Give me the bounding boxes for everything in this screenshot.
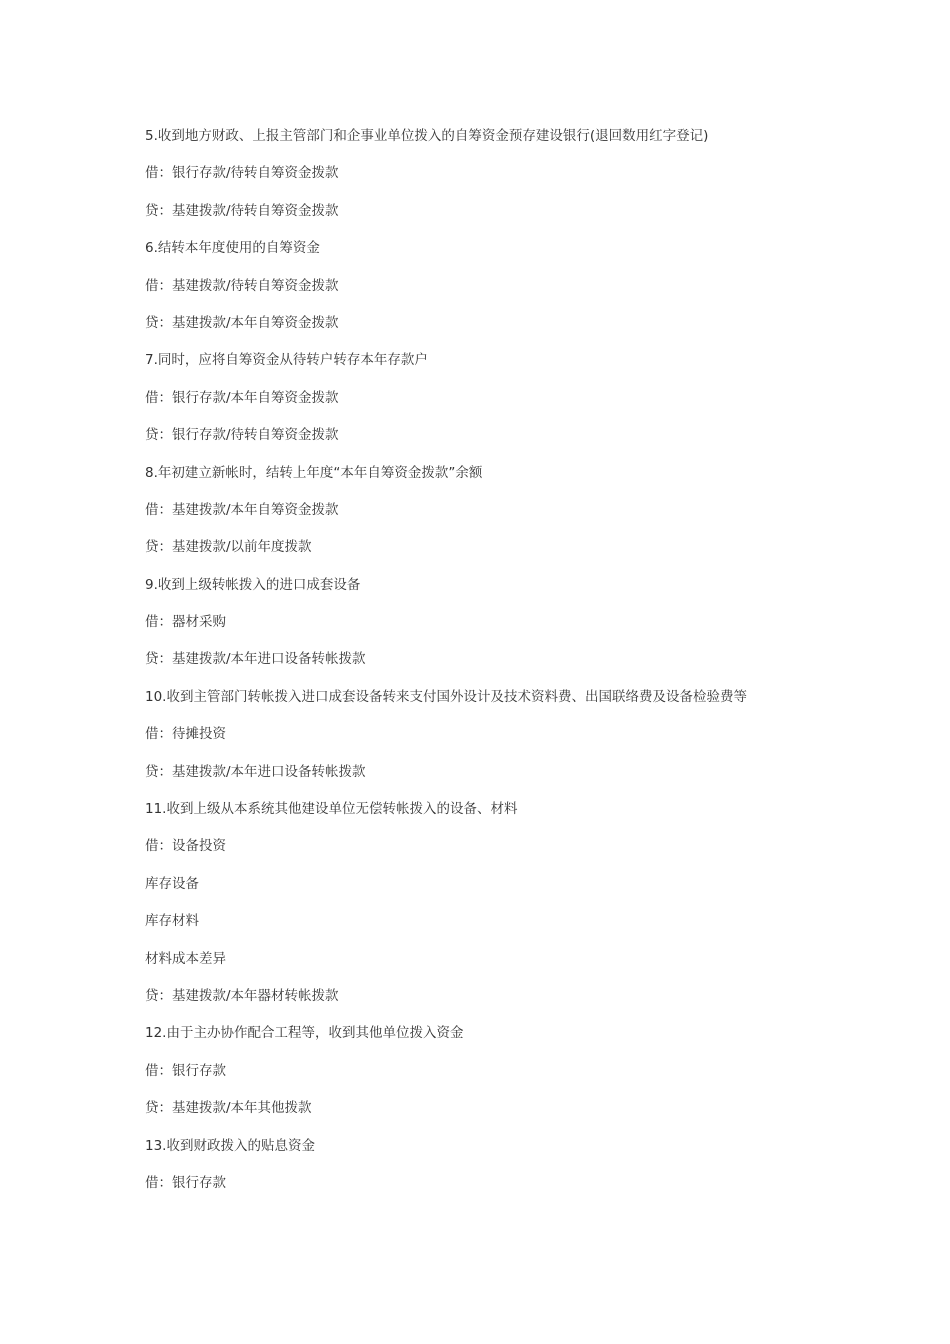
credit-line: 贷：基建拨款/本年其他拨款 (145, 1100, 312, 1117)
account-line: 库存材料 (145, 913, 199, 930)
debit-line: 借：设备投资 (145, 838, 226, 855)
debit-line: 借：银行存款/本年自筹资金拨款 (145, 389, 339, 406)
credit-line: 贷：基建拨款/本年器材转帐拨款 (145, 987, 339, 1004)
document-body (145, 123, 905, 1207)
debit-line: 借：器材采购 (145, 614, 226, 631)
paragraph-11-heading: 11.收到上级从本系统其他建设单位无偿转帐拨入的设备、材料 (145, 801, 518, 818)
paragraph-12-heading: 12.由于主办协作配合工程等，收到其他单位拨入资金 (145, 1025, 464, 1042)
debit-line: 借：待摊投资 (145, 726, 226, 743)
credit-line: 贷：基建拨款/本年进口设备转帐拨款 (145, 651, 366, 668)
account-line: 材料成本差异 (145, 950, 226, 967)
paragraph-9-heading: 9.收到上级转帐拨入的进口成套设备 (145, 576, 361, 593)
account-line: 库存设备 (145, 875, 199, 892)
paragraph-10-heading: 10.收到主管部门转帐拨入进口成套设备转来支付国外设计及技术资料费、出国联络费及设备检验费等 (145, 688, 747, 705)
credit-line: 贷：基建拨款/本年自筹资金拨款 (145, 314, 339, 331)
credit-line: 贷：基建拨款/以前年度拨款 (145, 539, 312, 556)
paragraph-13-heading: 13.收到财政拨入的贴息资金 (145, 1137, 315, 1154)
paragraph-7-heading: 7.同时，应将自筹资金从待转户转存本年存款户 (145, 352, 428, 369)
credit-line: 贷：银行存款/待转自筹资金拨款 (145, 427, 339, 444)
paragraph-6-heading: 6.结转本年度使用的自筹资金 (145, 240, 320, 257)
debit-line: 借：银行存款/待转自筹资金拨款 (145, 165, 339, 182)
debit-line: 借：基建拨款/本年自筹资金拨款 (145, 501, 339, 518)
debit-line: 借：基建拨款/待转自筹资金拨款 (145, 277, 339, 294)
debit-line: 借：银行存款 (145, 1174, 226, 1191)
paragraph-5-heading: 5.收到地方财政、上报主管部门和企事业单位拨入的自筹资金预存建设银行(退回数用红字登记) (145, 128, 709, 144)
credit-line: 贷：基建拨款/本年进口设备转帐拨款 (145, 763, 366, 780)
paragraph-8-heading: 8.年初建立新帐时，结转上年度“本年自筹资金拨款”余额 (145, 464, 483, 481)
credit-line: 贷：基建拨款/待转自筹资金拨款 (145, 202, 339, 219)
debit-line: 借：银行存款 (145, 1062, 226, 1079)
